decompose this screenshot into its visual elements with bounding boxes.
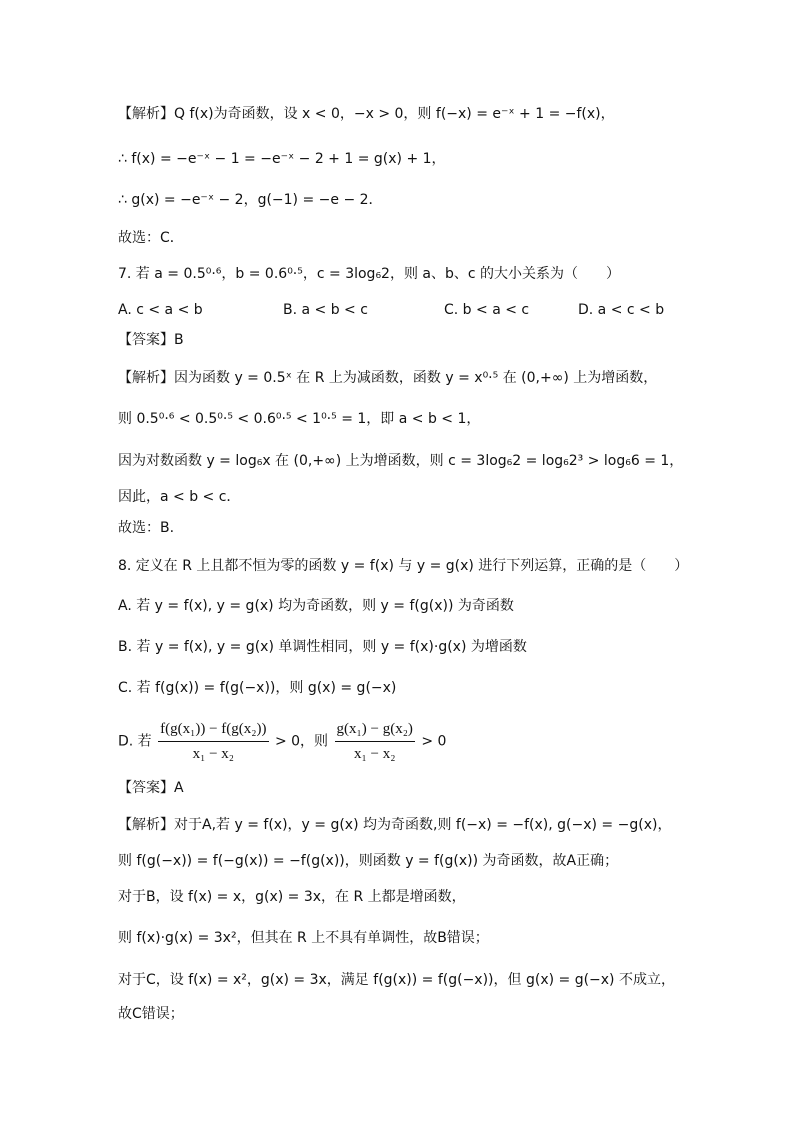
analysis-7-line-5: 故选：B.	[118, 520, 175, 536]
q8-d-middle: > 0，则	[274, 733, 329, 750]
answer-8: 【答案】A	[118, 780, 184, 796]
q8-option-a: A. 若 y = f(x), y = g(x) 均为奇函数，则 y = f(g(x)) 为奇函数	[118, 598, 514, 614]
q7-option-a: A. c < a < b	[118, 302, 203, 318]
q8-option-c: C. 若 f(g(x)) = f(g(−x))，则 g(x) = g(−x)	[118, 680, 397, 696]
analysis-7-line-1: 【解析】因为函数 y = 0.5ˣ 在 R 上为减函数，函数 y = x⁰·⁵ 在 (0,+∞) 上为增函数，	[118, 370, 658, 386]
q8-d-suffix: > 0	[421, 733, 447, 750]
analysis-line-3: ∴ g(x) = −e⁻ˣ − 2，g(−1) = −e − 2．	[118, 192, 383, 208]
q8-d-numerator-2: g(x₁) − g(x₂)	[335, 718, 415, 742]
analysis-8-line-2: 则 f(g(−x)) = f(−g(x)) = −f(g(x))，则函数 y = f(g(x)) 为奇函数，故A正确；	[118, 853, 619, 869]
analysis-7-line-4: 因此，a < b < c．	[118, 489, 241, 505]
q8-d-fraction-2	[335, 718, 415, 765]
analysis-line-2: ∴ f(x) = −e⁻ˣ − 1 = −e⁻ˣ − 2 + 1 = g(x) + 1，	[118, 151, 446, 167]
q7-option-c: C. b < a < c	[444, 302, 530, 318]
analysis-8-line-6: 故C错误；	[118, 1006, 184, 1022]
question-7: 7. 若 a = 0.5⁰·⁶，b = 0.6⁰·⁵，c = 3log₆2，则 a、b、c 的大小关系为（ ）	[118, 266, 621, 282]
choose-line-6: 故选：C．	[118, 230, 184, 246]
q8-d-denominator-1: x₁ − x₂	[192, 746, 235, 762]
q8-option-b: B. 若 y = f(x), y = g(x) 单调性相同，则 y = f(x)·g(x) 为增函数	[118, 639, 527, 655]
question-8: 8. 定义在 R 上且都不恒为零的函数 y = f(x) 与 y = g(x) 进行下列运算，正确的是（ ）	[118, 558, 689, 574]
analysis-line-1: 【解析】Q f(x)为奇函数，设 x < 0，−x > 0，则 f(−x) = e⁻ˣ + 1 = −f(x)，	[118, 106, 615, 122]
q8-d-fraction-1	[158, 718, 268, 765]
analysis-8-line-3: 对于B，设 f(x) = x，g(x) = 3x，在 R 上都是增函数，	[118, 889, 466, 905]
analysis-8-line-4: 则 f(x)·g(x) = 3x²，但其在 R 上不具有单调性，故B错误；	[118, 930, 489, 946]
analysis-8-line-5: 对于C，设 f(x) = x²，g(x) = 3x，满足 f(g(x)) = f(g(−x))，但 g(x) = g(−x) 不成立，	[118, 972, 675, 988]
q7-option-b: B. a < b < c	[283, 302, 368, 318]
answer-7: 【答案】B	[118, 332, 184, 348]
q7-option-d: D. a < c < b	[578, 302, 665, 318]
q8-d-numerator-1: f(g(x₁)) − f(g(x₂))	[158, 718, 268, 742]
analysis-7-line-3: 因为对数函数 y = log₆x 在 (0,+∞) 上为增函数，则 c = 3log₆2 = log₆2³ > log₆6 = 1，	[118, 453, 684, 469]
q8-option-d	[118, 718, 446, 765]
q8-d-denominator-2: x₁ − x₂	[354, 746, 396, 762]
analysis-8-line-1: 【解析】对于A,若 y = f(x)，y = g(x) 均为奇函数,则 f(−x) = −f(x), g(−x) = −g(x)，	[118, 817, 672, 833]
q8-d-prefix: D. 若	[118, 733, 152, 750]
analysis-7-line-2: 则 0.5⁰·⁶ < 0.5⁰·⁵ < 0.6⁰·⁵ < 1⁰·⁵ = 1，即 a < b < 1，	[118, 411, 481, 427]
